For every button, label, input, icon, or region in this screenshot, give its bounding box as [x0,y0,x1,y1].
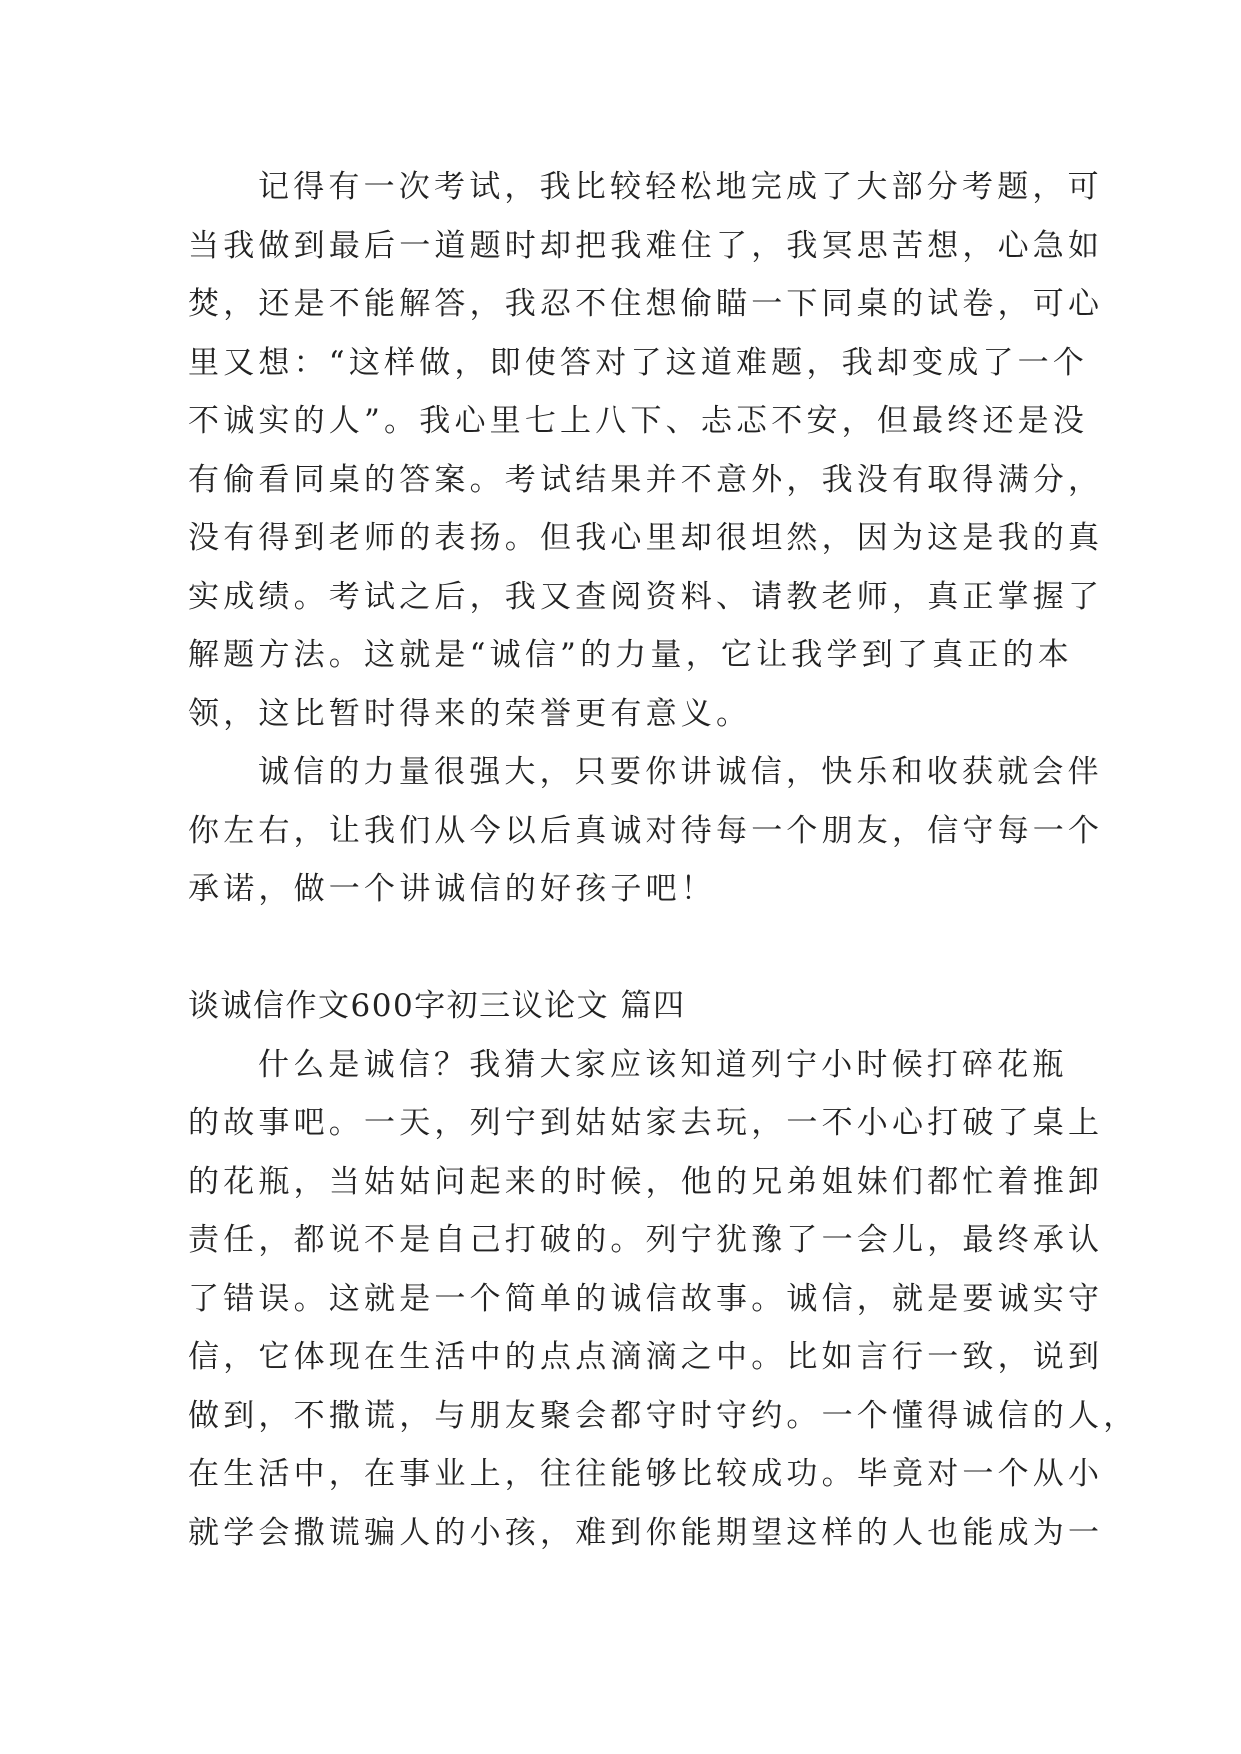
text-line: 就学会撒谎骗人的小孩，难到你能期望这样的人也能成为一 [188,1514,1104,1551]
text-line: 焚，还是不能解答，我忍不住想偷瞄一下同桌的试卷，可心 [188,286,1104,322]
text-line: 了错误。这就是一个简单的诚信故事。诚信，就是要诚实守 [188,1280,1104,1317]
text-line: 不诚实的人”。我心里七上八下、忐忑不安，但最终还是没 [188,403,1089,439]
text-line: 的花瓶，当姑姑问起来的时候，他的兄弟姐妹们都忙着推卸 [188,1163,1104,1200]
paragraph-conclusion [188,743,1104,919]
text-line: 责任，都说不是自己打破的。列宁犹豫了一会儿，最终承认 [188,1222,1104,1258]
text-line: 你左右，让我们从今以后真诚对待每一个朋友，信守每一个 [188,812,1104,849]
text-line: 解题方法。这就是“诚信”的力量，它让我学到了真正的本 [188,637,1073,673]
document-body [188,158,1139,1562]
text-line: 实成绩。考试之后，我又查阅资料、请教老师，真正掌握了 [188,578,1104,615]
section-heading: 谈诚信作文600字初三议论文 篇四 [188,988,686,1024]
text-line: 里又想：“这样做，即使答对了这道难题，我却变成了一个 [188,344,1089,381]
text-line: 做到，不撒谎，与朋友聚会都守时守约。一个懂得诚信的人， [188,1397,1139,1434]
text-line: 没有得到老师的表扬。但我心里却很坦然，因为这是我的真 [188,520,1104,556]
text-line: 什么是诚信？我猜大家应该知道列宁小时候打碎花瓶 [258,1046,1068,1083]
paragraph-lenin-story [188,1036,1139,1563]
text-line: 当我做到最后一道题时却把我难住了，我冥思苦想，心急如 [188,227,1104,264]
text-line: 承诺，做一个讲诚信的好孩子吧！ [188,871,716,907]
text-line: 诚信的力量很强大，只要你讲诚信，快乐和收获就会伴 [258,754,1103,790]
text-line: 的故事吧。一天，列宁到姑姑家去玩，一不小心打破了桌上 [188,1105,1104,1141]
text-line: 有偷看同桌的答案。考试结果并不意外，我没有取得满分， [188,461,1104,498]
paragraph-exam-story [188,158,1104,743]
text-line: 在生活中，在事业上，往往能够比较成功。毕竟对一个从小 [188,1456,1104,1492]
text-line: 记得有一次考试，我比较轻松地完成了大部分考题，可 [258,169,1103,205]
text-line: 信，它体现在生活中的点点滴滴之中。比如言行一致，说到 [188,1339,1104,1375]
paragraph-spacer [188,919,1058,978]
text-line: 领，这比暂时得来的荣誉更有意义。 [188,695,752,732]
